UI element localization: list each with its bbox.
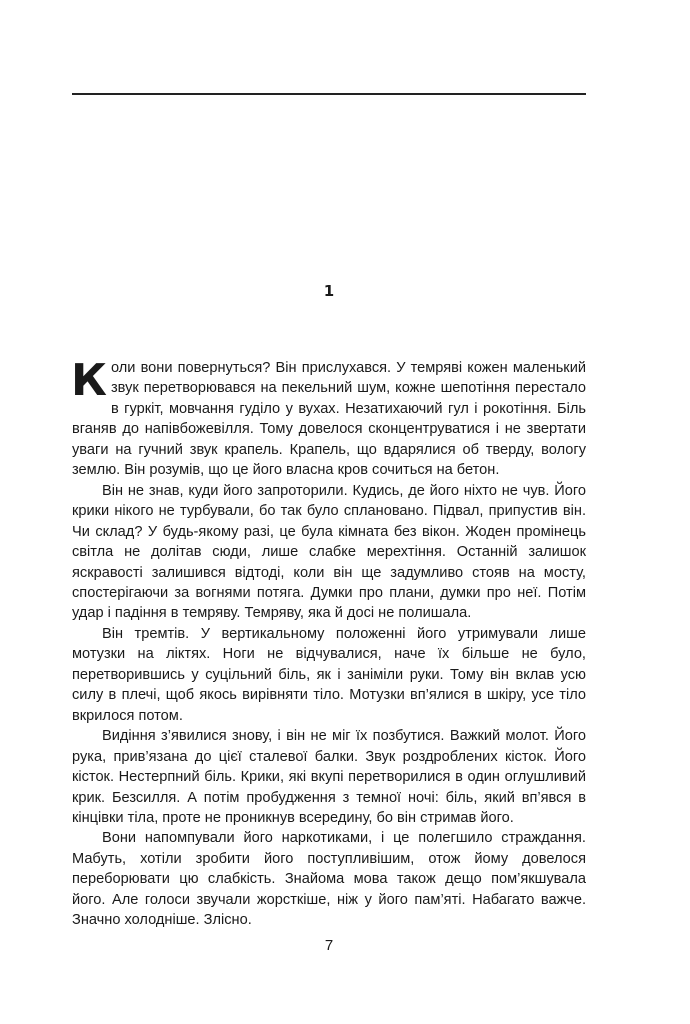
chapter-number: 1 [323, 282, 335, 300]
page-number: 7 [324, 937, 334, 954]
paragraph-3: Він тремтів. У вертикальному положенні його утримували лише мотузки на ліктях. Ноги не відчувалися, наче їх більше не було, перетворившись у суцільний біль, як і заніміли руки. Тому він вклав усю силу в плечі, щоб якось вирівняти тіло. Мотузки вп’ялися в шкіру, усе тіло вкрилося потом. [72, 625, 586, 724]
top-rule [72, 93, 586, 95]
paragraph-2: Він не знав, куди його запроторили. Кудись, де його ніхто не чув. Його крики нікого не турбували, бо так було сплановано. Підвал, припустив він. Чи склад? У будь-якому разі, це була кімната без вікон. Жоден промінець світла не долітав сюди, лише слабке мерехтіння. Останній залишок яскравості залишився відтоді, коли він ще задумливо стояв на мосту, спостерігаючи за вогнями потяга. Думки про плани, думки про неї. Потім удар і падіння в темряву. Темряву, яка й досі не полишала. [72, 482, 586, 622]
paragraph-4: Видіння з’явилися знову, і він не міг їх позбутися. Важкий молот. Його рука, прив’язана до цієї сталевої балки. Звук роздроблених кісток. Його кісток. Нестерпний біль. Крики, які вкупі перетворилися в один оглушливий крик. Безсилля. А потім пробудження з темної ночі: біль, який вп’явся в кінцівки тіла, проте не проникнув всередину, бо він стримав його. [72, 728, 586, 826]
paragraph-1-text: оли вони повернуться? Він прислухався. У темряві кожен маленький звук перетворювався на пекельний шум, кожне шепотіння перестало в гуркіт, мовчання гуділо у вухах. Незатихаючий гул і рокотіння. Біль вганяв до напівбожевілля. Тому довелося сконцентруватися і не звертати уваги на гучний звук крапель. Крапель, що вдарялися об тверду, вологу землю. Він розумів, що це його власна кров сочиться на бетон. [72, 360, 586, 479]
paragraph-5: Вони напомпували його наркотиками, і це полегшило страждання. Мабуть, хотіли зробити його поступливішим, отож йому довелося переборювати цю слабкість. Знайома мова також дещо пом’якшувала його. Але голоси звучали жорсткіше, ніж у його пам’яті. Набагато важче. Значно холодніше. Злісно. [72, 830, 586, 929]
paragraph-1 [71, 355, 586, 481]
drop-cap: К [71, 355, 107, 406]
body-text [71, 355, 586, 931]
